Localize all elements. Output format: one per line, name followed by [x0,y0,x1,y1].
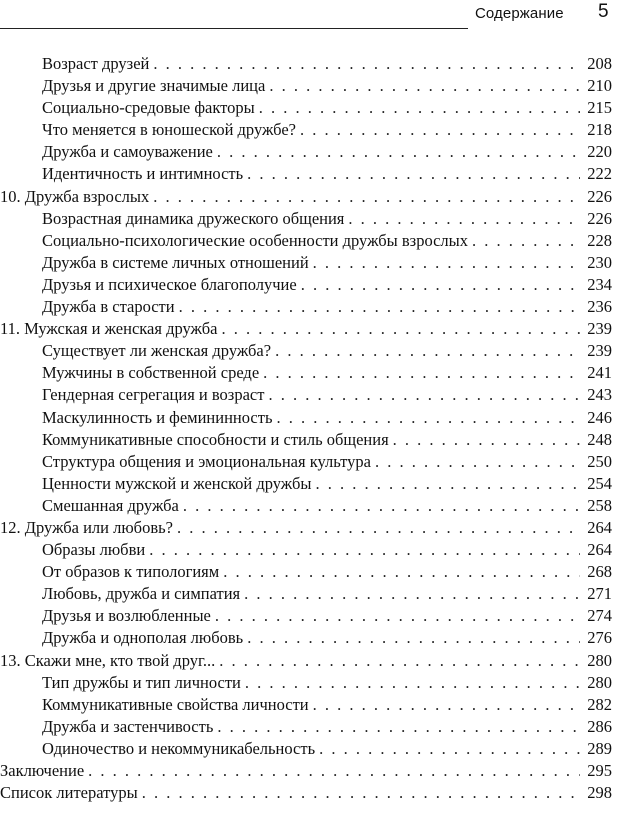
toc-entry-title: Заключение [0,761,85,780]
toc-leader-dots [269,75,580,97]
toc-entry-page: 226 [587,186,612,206]
page-number: 5 [598,1,609,22]
toc-entry-title: Дружба и самоуважение [42,142,213,162]
toc-leader-dots [245,672,580,694]
toc-section-entry [0,605,612,627]
toc-entry-page: 208 [587,54,612,73]
toc-leader-dots [276,407,580,429]
toc-leader-dots [300,119,580,141]
toc-leader-dots [313,252,580,274]
toc-entry-page: 236 [587,297,612,317]
toc-entry-page: 228 [587,230,612,250]
running-head: Содержание [475,5,564,22]
toc-entry-title: Мужчины в собственной среде [42,363,260,383]
toc-leader-dots [315,473,580,495]
toc-entry-title: Гендерная сегрегация и возраст [42,385,265,405]
toc-entry-title: Тип дружбы и тип личности [42,672,241,692]
toc-entry-title: От образов к типологиям [42,562,220,582]
toc-entry-title: Маскулинность и фемининность [42,407,273,427]
toc-leader-dots [472,230,580,252]
toc-entry-title: Коммуникативные способности и стиль общения [42,429,389,449]
toc-leader-dots [177,517,580,539]
toc-entry-page: 264 [587,517,612,537]
toc-entry-page: 271 [587,584,612,604]
toc-entry-page: 298 [587,783,612,803]
toc-section-entry [0,407,612,429]
toc-entry-page: 215 [587,98,612,118]
toc-section-entry [0,163,612,185]
toc-section-entry [0,53,612,75]
toc-entry-page: 210 [587,76,612,96]
toc-section-entry [0,274,612,296]
toc-section-entry [0,119,612,141]
toc-leader-dots [244,583,580,605]
toc-leader-dots [219,650,580,672]
toc-leader-dots [88,760,580,782]
toc-entry-title: Список литературы [0,783,138,803]
toc-section-entry [0,561,612,583]
toc-section-entry [0,296,612,318]
toc-section-entry [0,362,612,384]
toc-entry-page: 218 [587,120,612,140]
toc-entry-title: Дружба в старости [42,297,175,317]
toc-leader-dots [268,384,580,406]
toc-chapter-entry [0,650,612,672]
toc-entry-page: 246 [587,407,612,427]
toc-entry-title: Идентичность и интимность [42,164,244,184]
toc-section-entry [0,738,612,760]
toc-section-entry [0,429,612,451]
toc-entry-page: 220 [587,142,612,162]
toc-entry-title: Друзья и психическое благополучие [42,274,297,294]
toc-section-entry [0,208,612,230]
toc-entry-page: 254 [587,473,612,493]
toc-leader-dots [259,97,580,119]
toc-leader-dots [179,296,580,318]
toc-section-entry [0,252,612,274]
toc-entry-title: Любовь, дружба и симпатия [42,584,241,604]
toc-leader-dots [217,141,580,163]
toc-leader-dots [348,208,580,230]
toc-entry-title: Дружба и застенчивость [42,716,214,736]
toc-entry-title: 13. Скажи мне, кто твой друг... [0,650,216,670]
toc-section-entry [0,97,612,119]
toc-entry-page: 248 [587,429,612,449]
toc-entry-page: 295 [587,761,612,780]
table-of-contents [0,53,612,804]
toc-entry-page: 243 [587,385,612,405]
toc-chapter-entry [0,186,612,208]
toc-entry-title: 11. Мужская и женская дружба [0,319,218,339]
toc-section-entry [0,716,612,738]
toc-entry-page: 258 [587,495,612,515]
toc-entry-page: 250 [587,451,612,471]
toc-entry-title: Смешанная дружба [42,495,179,515]
toc-leader-dots [153,186,580,208]
toc-leader-dots [393,429,580,451]
page-header [0,0,620,40]
toc-section-entry [0,473,612,495]
toc-entry-page: 239 [587,319,612,339]
toc-entry-page: 282 [587,694,612,714]
toc-leader-dots [223,561,580,583]
toc-entry-page: 289 [587,738,612,758]
toc-chapter-entry [0,318,612,340]
toc-entry-page: 276 [587,628,612,648]
toc-entry-page: 239 [587,341,612,361]
toc-leader-dots [215,605,580,627]
toc-section-entry [0,451,612,473]
toc-chapter-entry [0,517,612,539]
toc-entry-page: 241 [587,363,612,383]
toc-leader-dots [275,340,580,362]
toc-leader-dots [183,495,580,517]
toc-chapter-entry [0,782,612,804]
toc-entry-page: 286 [587,716,612,736]
toc-entry-title: Ценности мужской и женской дружбы [42,473,312,493]
toc-leader-dots [375,451,580,473]
toc-entry-title: Структура общения и эмоциональная культура [42,451,371,471]
toc-section-entry [0,384,612,406]
toc-entry-title: Существует ли женская дружба? [42,341,272,361]
toc-section-entry [0,230,612,252]
toc-section-entry [0,539,612,561]
toc-section-entry [0,75,612,97]
toc-entry-title: Образы любви [42,540,146,560]
toc-entry-page: 280 [587,650,612,670]
toc-entry-page: 264 [587,540,612,560]
toc-leader-dots [247,163,580,185]
toc-section-entry [0,495,612,517]
toc-leader-dots [313,694,580,716]
toc-entry-page: 230 [587,252,612,272]
toc-section-entry [0,340,612,362]
toc-leader-dots [319,738,580,760]
toc-entry-title: 12. Дружба или любовь? [0,517,173,537]
toc-section-entry [0,672,612,694]
toc-entry-title: Дружба в системе личных отношений [42,252,309,272]
toc-entry-page: 268 [587,562,612,582]
toc-entry-title: Дружба и однополая любовь [42,628,244,648]
toc-chapter-entry [0,760,612,782]
toc-leader-dots [142,782,580,804]
header-rule [0,28,468,29]
toc-entry-title: 10. Дружба взрослых [0,186,150,206]
toc-section-entry [0,141,612,163]
toc-leader-dots [263,362,580,384]
toc-entry-title: Друзья и возлюбленные [42,606,211,626]
toc-entry-title: Социально-психологические особенности дружбы взрослых [42,230,468,250]
toc-entry-title: Возраст друзей [42,54,150,73]
toc-leader-dots [221,318,580,340]
toc-entry-title: Одиночество и некоммуникабельность [42,738,316,758]
toc-entry-title: Социально-средовые факторы [42,98,255,118]
toc-leader-dots [153,53,580,75]
toc-entry-title: Коммуникативные свойства личности [42,694,309,714]
toc-entry-page: 222 [587,164,612,184]
toc-entry-page: 274 [587,606,612,626]
toc-entry-title: Возрастная динамика дружеского общения [42,208,345,228]
toc-entry-title: Что меняется в юношеской дружбе? [42,120,296,140]
toc-section-entry [0,694,612,716]
toc-leader-dots [149,539,580,561]
toc-entry-title: Друзья и другие значимые лица [42,76,266,96]
toc-section-entry [0,583,612,605]
toc-entry-page: 280 [587,672,612,692]
toc-entry-page: 226 [587,208,612,228]
toc-leader-dots [301,274,580,296]
toc-leader-dots [217,716,580,738]
toc-section-entry [0,627,612,649]
toc-entry-page: 234 [587,274,612,294]
toc-leader-dots [247,627,580,649]
